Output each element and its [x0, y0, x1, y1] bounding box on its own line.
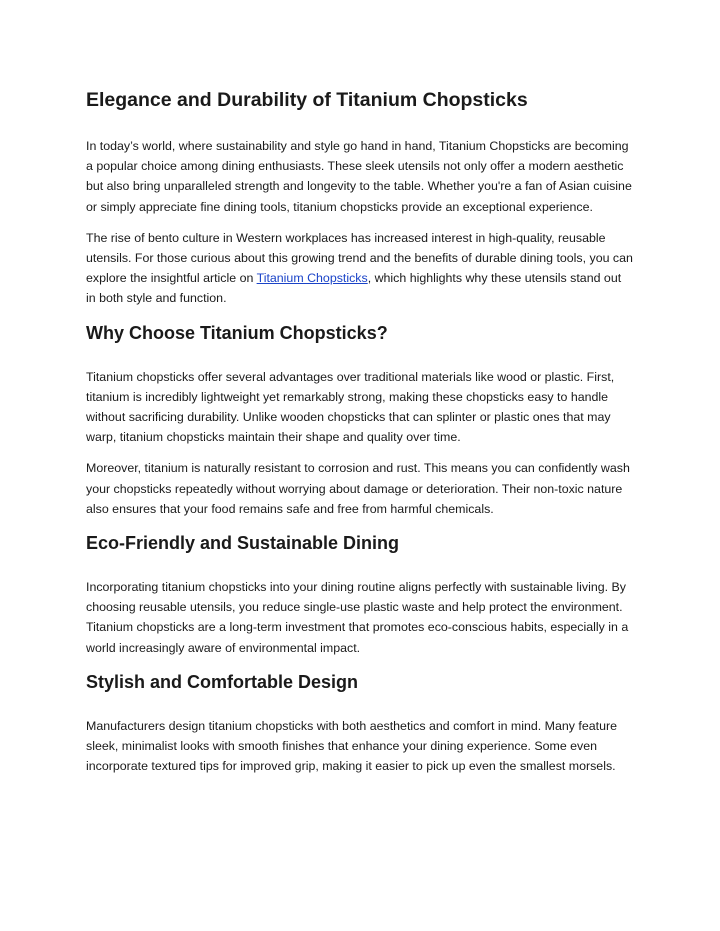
section-heading-eco-friendly: Eco-Friendly and Sustainable Dining: [86, 533, 400, 554]
article-title: Elegance and Durability of Titanium Chopsticks: [86, 89, 528, 111]
intro-paragraph-2: [86, 228, 634, 309]
section-heading-why-choose: Why Choose Titanium Chopsticks?: [86, 322, 388, 343]
section-why-choose-paragraph-1: Titanium chopsticks offer several advantages over traditional materials like wood or plastic. First, titanium is incredibly lightweight yet remarkably strong, making these chopsticks easy to handle without sacrificing durability. Unlike wooden chopsticks that can splinter or plastic ones that may warp, titanium chopsticks maintain their shape and quality over time.: [86, 369, 615, 445]
intro-paragraph-2-text-after: , which highlights why these utensils stand out in both style and function.: [86, 271, 622, 306]
intro-paragraph-1: In today’s world, where sustainability and style go hand in hand, Titanium Chopsticks are becoming a popular choice among dining enthusiasts. These sleek utensils not only offer a modern aesthetic but also bring unparalleled strength and longevity to the table. Whether you're a fan of Asian cuisine or simply appreciate fine dining tools, titanium chopsticks provide an exceptional experience.: [86, 139, 632, 214]
intro-paragraph-2-text-before: The rise of bento culture in Western workplaces has increased interest in high-quality, reusable utensils. For those curious about this growing trend and the benefits of durable dining tools, you can explore the insightful article on: [86, 230, 633, 286]
titanium-chopsticks-link[interactable]: Titanium Chopsticks: [256, 271, 368, 286]
section-eco-friendly-paragraph-1: Incorporating titanium chopsticks into your dining routine aligns perfectly with sustainable living. By choosing reusable utensils, you reduce single-use plastic waste and help protect the environment. Titanium chopsticks are a long-term investment that promotes eco-conscious habits, especially in a world increasingly aware of environmental impact.: [86, 580, 629, 655]
section-stylish-design-paragraph-1: Manufacturers design titanium chopsticks with both aesthetics and comfort in mind. Many feature sleek, minimalist looks with smooth finishes that enhance your dining experience. Some even incorporate textured tips for improved grip, making it easier to pick up even the smallest morsels.: [86, 718, 617, 774]
section-heading-stylish-design: Stylish and Comfortable Design: [86, 671, 359, 692]
section-why-choose-paragraph-2: Moreover, titanium is naturally resistant to corrosion and rust. This means you can confidently wash your chopsticks repeatedly without worrying about damage or deterioration. Their non-toxic nature also ensures that your food remains safe and free from harmful chemicals.: [86, 461, 630, 516]
